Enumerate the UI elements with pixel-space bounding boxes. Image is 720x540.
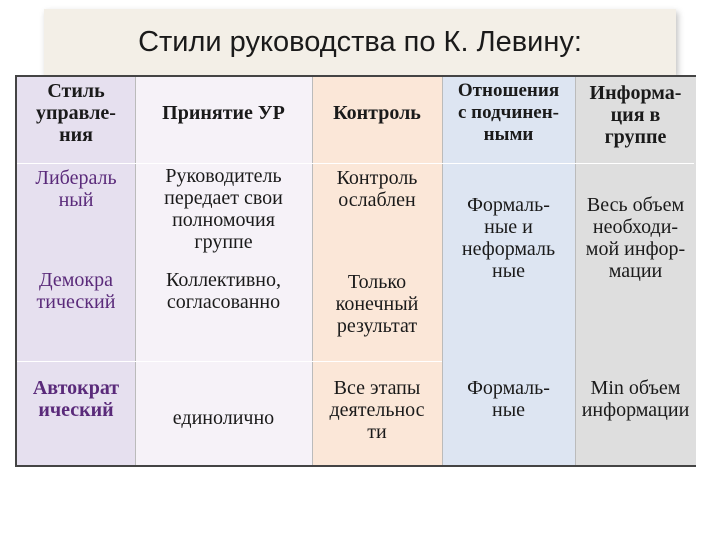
autocratic-info: Min объем информации <box>581 377 690 421</box>
autocratic-decision: единолично <box>172 407 275 429</box>
autocratic-relations: Формаль- ные <box>467 377 550 421</box>
row-divider <box>17 361 442 362</box>
header-relations: Отношения с подчинен- ными <box>457 80 560 145</box>
democratic-style: Демокра тический <box>36 269 116 313</box>
header-control: Контроль <box>333 102 421 124</box>
autocratic-style: Автократ ический <box>32 377 120 421</box>
shared-info: Весь объем необходи- мой инфор- мации <box>585 194 686 282</box>
liberal-decision: Руководитель передает свои полномочия группе <box>164 165 283 253</box>
liberal-style: Либераль ный <box>35 167 117 211</box>
liberal-control: Контроль ослаблен <box>336 167 418 211</box>
header-style: Стиль управле- ния <box>36 80 116 146</box>
header-decision: Принятие УР <box>162 102 285 124</box>
header-info: Информа- ция в группе <box>589 82 682 148</box>
shared-relations: Формаль- ные и неформаль ные <box>461 194 556 282</box>
autocratic-control: Все этапы деятельнос ти <box>329 377 425 443</box>
slide-title: Стили руководства по К. Левину: <box>138 26 582 58</box>
leadership-styles-table <box>15 75 696 467</box>
democratic-decision: Коллективно, согласованно <box>166 269 281 313</box>
democratic-control: Только конечный результат <box>335 271 419 337</box>
header-divider <box>17 163 694 164</box>
